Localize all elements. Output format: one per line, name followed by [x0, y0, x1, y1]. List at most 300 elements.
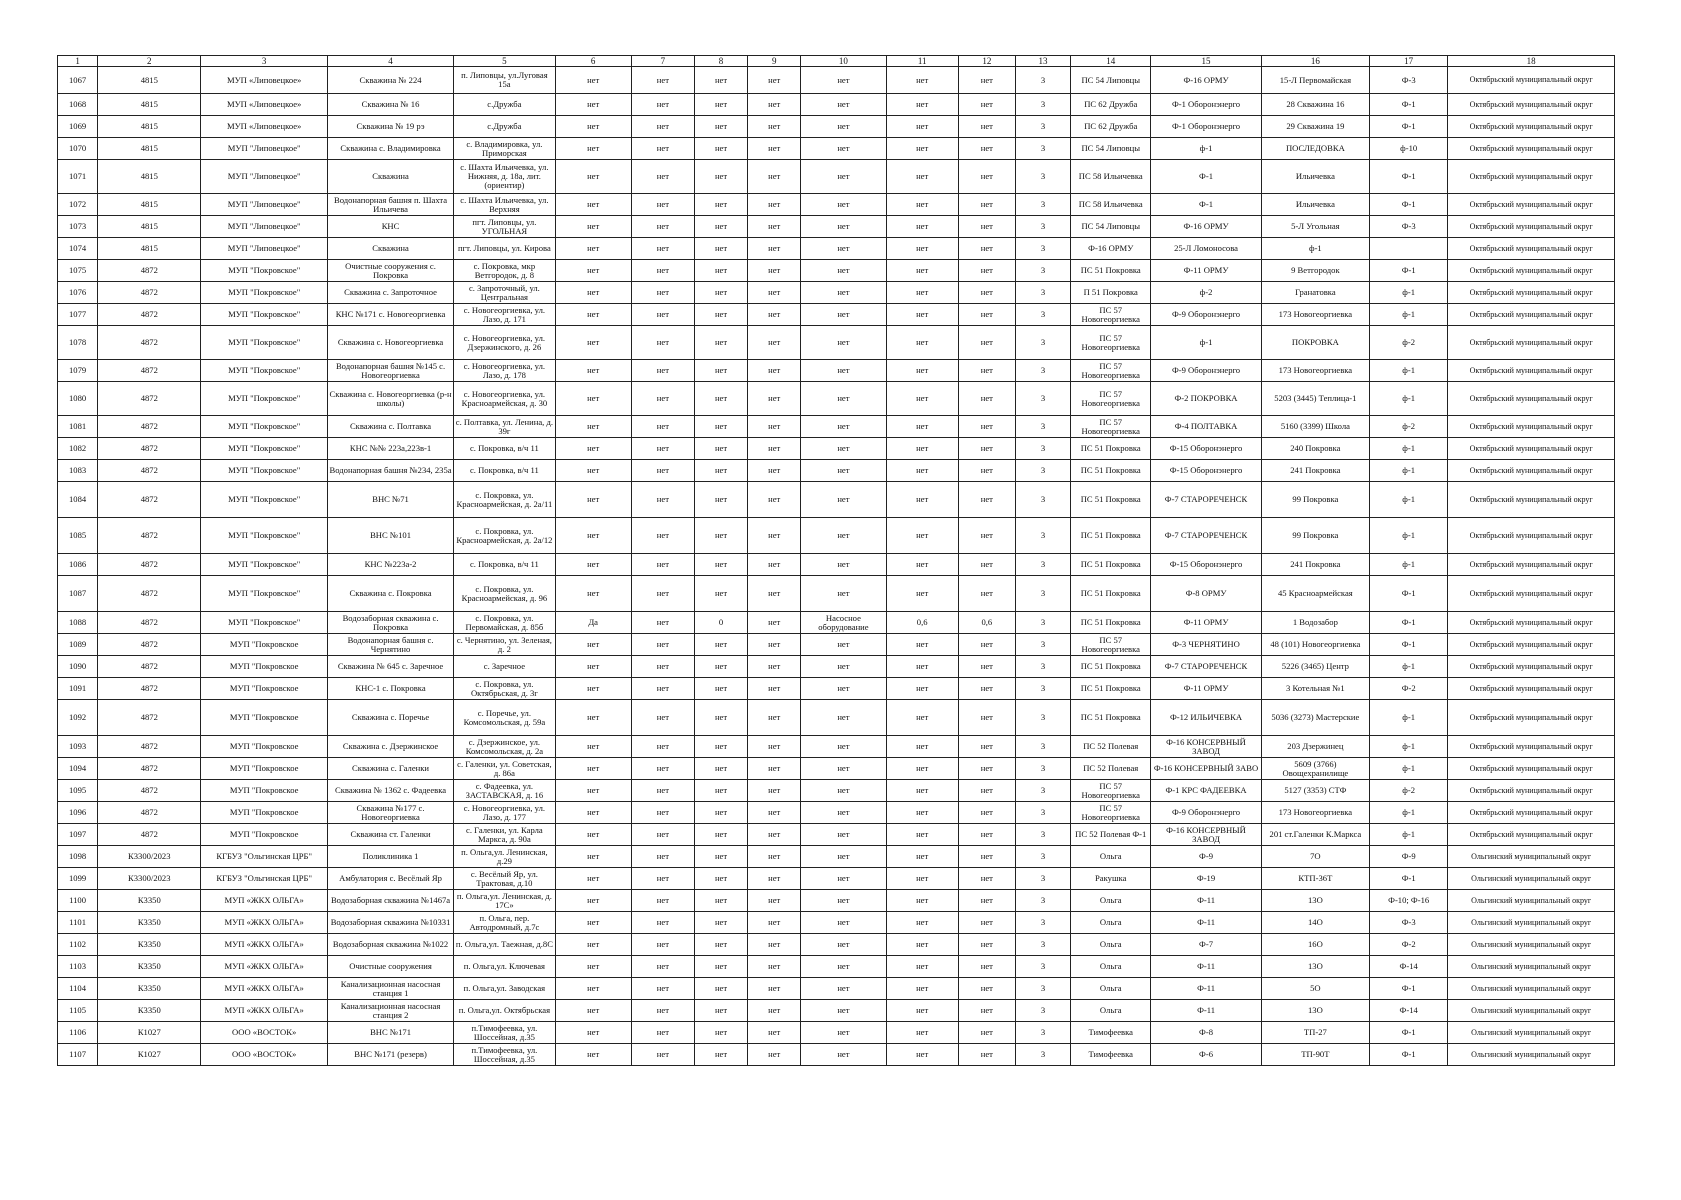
table-cell: Ф-3 — [1370, 67, 1448, 94]
table-cell: Октябрьский муниципальный округ — [1448, 260, 1615, 282]
table-cell: МУП "Липовецкое" — [201, 194, 327, 216]
table-cell: Октябрьский муниципальный округ — [1448, 360, 1615, 382]
table-cell: Ф-16 КОНСЕРВНЫЙ ЗАВОД — [1151, 736, 1261, 758]
table-cell: ПС 57 Новогеоргиевка — [1071, 416, 1151, 438]
table-cell: нет — [886, 382, 958, 416]
table-cell: Ф-9 Оборонэнерго — [1151, 304, 1261, 326]
table-cell: нет — [555, 1000, 631, 1022]
table-cell: нет — [801, 912, 886, 934]
table-cell: Ф-16 КОНСЕРВНЫЙ ЗАВОД — [1151, 824, 1261, 846]
table-cell: 4872 — [98, 482, 201, 518]
table-cell: нет — [886, 700, 958, 736]
column-header: 9 — [748, 56, 801, 67]
table-cell: Ф-15 Оборонэнерго — [1151, 554, 1261, 576]
table-cell: нет — [748, 326, 801, 360]
table-cell: нет — [801, 194, 886, 216]
table-cell: нет — [958, 758, 1015, 780]
column-header: 18 — [1448, 56, 1615, 67]
table-cell: 1071 — [58, 160, 98, 194]
table-cell: 1087 — [58, 576, 98, 612]
table-cell: нет — [631, 138, 694, 160]
table-cell: нет — [958, 634, 1015, 656]
table-cell: нет — [886, 824, 958, 846]
table-cell: ПС 52 Полевая — [1071, 736, 1151, 758]
table-cell: нет — [694, 282, 747, 304]
table-cell: Ф-12 ИЛЬИЧЕВКА — [1151, 700, 1261, 736]
table-cell: Октябрьский муниципальный округ — [1448, 238, 1615, 260]
table-cell: нет — [631, 304, 694, 326]
table-cell: ф-10 — [1370, 138, 1448, 160]
table-cell: нет — [801, 956, 886, 978]
table-cell: нет — [886, 282, 958, 304]
table-cell: ПС 52 Полевая Ф-1 — [1071, 824, 1151, 846]
table-cell: МУП "Покровское — [201, 656, 327, 678]
table-cell: нет — [555, 1044, 631, 1066]
table-cell: нет — [694, 438, 747, 460]
table-cell: нет — [886, 736, 958, 758]
table-cell: 241 Покровка — [1261, 460, 1369, 482]
table-cell: 3 — [1015, 1022, 1070, 1044]
table-cell: нет — [555, 282, 631, 304]
table-cell: 173 Новогеоргиевка — [1261, 304, 1369, 326]
table-cell: Октябрьский муниципальный округ — [1448, 326, 1615, 360]
table-cell: нет — [886, 304, 958, 326]
table-cell: нет — [748, 656, 801, 678]
table-cell: нет — [748, 360, 801, 382]
table-cell: нет — [886, 194, 958, 216]
table-cell: 1079 — [58, 360, 98, 382]
column-header: 2 — [98, 56, 201, 67]
table-cell: МУП «Липовецкое» — [201, 94, 327, 116]
table-cell: 1095 — [58, 780, 98, 802]
table-cell: ф-1 — [1370, 460, 1448, 482]
table-cell: 5609 (3766) Овощехранилище — [1261, 758, 1369, 780]
table-cell: нет — [748, 934, 801, 956]
table-cell: ТП-27 — [1261, 1022, 1369, 1044]
table-cell: КНС №№ 223а,223в-1 — [327, 438, 453, 460]
table-cell: нет — [694, 978, 747, 1000]
table-cell: нет — [886, 780, 958, 802]
table-row — [58, 612, 1615, 634]
table-cell: нет — [801, 94, 886, 116]
table-cell: 5203 (3445) Теплица-1 — [1261, 382, 1369, 416]
table-cell: нет — [631, 460, 694, 482]
table-cell: Ф-1 — [1370, 576, 1448, 612]
table-row — [58, 1000, 1615, 1022]
table-cell: нет — [886, 634, 958, 656]
table-cell: ф-1 — [1370, 360, 1448, 382]
table-cell: Скважина №177 с. Новогеоргиевка — [327, 802, 453, 824]
table-cell: Октябрьский муниципальный округ — [1448, 780, 1615, 802]
table-cell: 1073 — [58, 216, 98, 238]
table-cell: Октябрьский муниципальный округ — [1448, 67, 1615, 94]
table-cell: нет — [555, 868, 631, 890]
table-cell: нет — [748, 94, 801, 116]
table-cell: МУП "Покровское — [201, 736, 327, 758]
table-cell: МУП "Покровское" — [201, 482, 327, 518]
table-cell: нет — [631, 736, 694, 758]
table-row — [58, 824, 1615, 846]
table-cell: нет — [886, 94, 958, 116]
table-cell: Октябрьский муниципальный округ — [1448, 518, 1615, 554]
table-cell: Поликлиника 1 — [327, 846, 453, 868]
table-cell: нет — [748, 890, 801, 912]
table-cell: с. Новогеоргиевка, ул. Лазо, д. 177 — [454, 802, 555, 824]
table-cell: нет — [748, 116, 801, 138]
table-cell: нет — [631, 326, 694, 360]
table-cell: ПОКРОВКА — [1261, 326, 1369, 360]
table-cell: Ольга — [1071, 912, 1151, 934]
table-cell: ф-1 — [1370, 758, 1448, 780]
table-cell: нет — [694, 482, 747, 518]
table-cell: Ольгинский муниципальный округ — [1448, 868, 1615, 890]
table-cell: К1027 — [98, 1022, 201, 1044]
table-cell: 3 — [1015, 634, 1070, 656]
table-cell: нет — [886, 160, 958, 194]
table-cell: нет — [694, 138, 747, 160]
table-cell: Октябрьский муниципальный округ — [1448, 382, 1615, 416]
table-cell: ВНС №71 — [327, 482, 453, 518]
table-cell: 4872 — [98, 700, 201, 736]
data-table — [57, 55, 1615, 1066]
table-cell: ПС 51 Покровка — [1071, 612, 1151, 634]
table-cell: ПС 57 Новогеоргиевка — [1071, 360, 1151, 382]
table-cell: нет — [631, 194, 694, 216]
table-cell: Ольга — [1071, 978, 1151, 1000]
table-cell: МУП "Покровское — [201, 824, 327, 846]
table-cell: Ф-9 — [1151, 846, 1261, 868]
table-cell: Да — [555, 612, 631, 634]
table-cell: нет — [748, 518, 801, 554]
table-cell: Октябрьский муниципальный округ — [1448, 656, 1615, 678]
table-cell: Ольгинский муниципальный округ — [1448, 934, 1615, 956]
table-cell: нет — [801, 360, 886, 382]
table-cell: Ф-1 — [1370, 634, 1448, 656]
table-cell: с. Новогеоргиевка, ул. Красноармейская, д. 30 — [454, 382, 555, 416]
table-cell: Скважина № 224 — [327, 67, 453, 94]
table-cell: с. Весёлый Яр, ул. Трактовая, д.10 — [454, 868, 555, 890]
table-cell: Скважина № 645 с. Заречное — [327, 656, 453, 678]
table-cell: К3300/2023 — [98, 846, 201, 868]
table-cell: Скважина с. Поречье — [327, 700, 453, 736]
table-row — [58, 94, 1615, 116]
table-cell: нет — [958, 116, 1015, 138]
table-cell: К3350 — [98, 978, 201, 1000]
table-cell: с. Покровка, ул. Красноармейская, д. 96 — [454, 576, 555, 612]
table-cell: п. Ольга,ул. Ключевая — [454, 956, 555, 978]
table-cell: Ф-1 — [1370, 260, 1448, 282]
table-cell: нет — [886, 846, 958, 868]
table-cell: с. Новогеоргиевка, ул. Лазо, д. 171 — [454, 304, 555, 326]
table-cell: нет — [958, 780, 1015, 802]
table-cell: 240 Покровка — [1261, 438, 1369, 460]
table-cell: нет — [801, 1044, 886, 1066]
table-cell: Ольгинский муниципальный округ — [1448, 890, 1615, 912]
table-cell: нет — [886, 138, 958, 160]
table-cell: МУП "Покровское — [201, 758, 327, 780]
table-cell: Октябрьский муниципальный округ — [1448, 94, 1615, 116]
table-cell: ПС 51 Покровка — [1071, 700, 1151, 736]
column-header: 10 — [801, 56, 886, 67]
table-cell: нет — [631, 780, 694, 802]
table-row — [58, 554, 1615, 576]
table-cell: ПС 58 Ильичевка — [1071, 194, 1151, 216]
table-cell: нет — [555, 700, 631, 736]
table-cell: нет — [801, 460, 886, 482]
table-row — [58, 890, 1615, 912]
table-cell: нет — [631, 1044, 694, 1066]
table-cell: ф-1 — [1370, 304, 1448, 326]
table-cell: нет — [555, 912, 631, 934]
table-cell: нет — [886, 956, 958, 978]
table-cell: МУП "Покровское" — [201, 576, 327, 612]
table-cell: 1093 — [58, 736, 98, 758]
table-cell: Скважина — [327, 238, 453, 260]
table-cell: нет — [801, 978, 886, 1000]
table-cell: 15-Л Первомайская — [1261, 67, 1369, 94]
table-row — [58, 160, 1615, 194]
table-cell: Ф-2 ПОКРОВКА — [1151, 382, 1261, 416]
table-cell: ПС 58 Ильичевка — [1071, 160, 1151, 194]
table-cell: нет — [555, 956, 631, 978]
table-cell: 5127 (3353) СТФ — [1261, 780, 1369, 802]
table-cell: нет — [958, 868, 1015, 890]
table-cell: 1070 — [58, 138, 98, 160]
table-cell: нет — [886, 912, 958, 934]
table-cell: нет — [886, 678, 958, 700]
table-cell: МУП "Покровское" — [201, 282, 327, 304]
table-cell: нет — [748, 1022, 801, 1044]
table-cell: Октябрьский муниципальный округ — [1448, 612, 1615, 634]
table-row — [58, 956, 1615, 978]
table-cell: ПС 51 Покровка — [1071, 260, 1151, 282]
table-cell: нет — [748, 758, 801, 780]
table-cell: МУП "Покровское" — [201, 518, 327, 554]
table-cell: 4815 — [98, 116, 201, 138]
table-cell: 3 — [1015, 700, 1070, 736]
table-cell: с.Дружба — [454, 94, 555, 116]
column-header: 13 — [1015, 56, 1070, 67]
table-cell: нет — [631, 758, 694, 780]
table-cell: КТП-36Т — [1261, 868, 1369, 890]
table-cell: нет — [748, 238, 801, 260]
table-cell: Ф-11 ОРМУ — [1151, 612, 1261, 634]
table-cell: Октябрьский муниципальный округ — [1448, 482, 1615, 518]
table-cell: Ф-9 — [1370, 846, 1448, 868]
table-cell: нет — [694, 1000, 747, 1022]
table-cell: нет — [631, 700, 694, 736]
table-cell: 4872 — [98, 802, 201, 824]
table-cell: Ф-1 Оборонэнерго — [1151, 94, 1261, 116]
table-row — [58, 116, 1615, 138]
table-cell: ПС 51 Покровка — [1071, 518, 1151, 554]
table-cell: К1027 — [98, 1044, 201, 1066]
table-cell: нет — [694, 116, 747, 138]
table-cell: нет — [631, 416, 694, 438]
table-cell: 4872 — [98, 612, 201, 634]
table-cell: 4815 — [98, 138, 201, 160]
table-cell: Ф-10; Ф-16 — [1370, 890, 1448, 912]
column-header: 3 — [201, 56, 327, 67]
table-cell: 4815 — [98, 67, 201, 94]
table-cell: нет — [886, 890, 958, 912]
table-cell: нет — [631, 656, 694, 678]
table-cell: нет — [631, 1022, 694, 1044]
table-cell: ПС 54 Липовцы — [1071, 67, 1151, 94]
table-row — [58, 868, 1615, 890]
table-cell: 1068 — [58, 94, 98, 116]
table-cell: Ф-15 Оборонэнерго — [1151, 438, 1261, 460]
table-cell: нет — [886, 360, 958, 382]
table-cell: Ольгинский муниципальный округ — [1448, 1000, 1615, 1022]
table-cell: нет — [748, 67, 801, 94]
table-cell: 1088 — [58, 612, 98, 634]
table-cell: Ольгинский муниципальный округ — [1448, 846, 1615, 868]
table-cell: п. Ольга,ул. Октябрьская — [454, 1000, 555, 1022]
table-cell: с. Покровка, в/ч 11 — [454, 438, 555, 460]
table-cell: с. Покровка, ул. Красноармейская, д. 2а/11 — [454, 482, 555, 518]
table-cell: нет — [801, 824, 886, 846]
table-cell: КГБУЗ "Ольгинская ЦРБ" — [201, 846, 327, 868]
table-cell: МУП "Покровское — [201, 700, 327, 736]
table-cell: 3 — [1015, 1000, 1070, 1022]
table-cell: нет — [555, 678, 631, 700]
table-cell: МУП "Липовецкое" — [201, 216, 327, 238]
table-cell: 1090 — [58, 656, 98, 678]
table-cell: нет — [958, 438, 1015, 460]
table-cell: нет — [958, 978, 1015, 1000]
table-cell: ПС 51 Покровка — [1071, 678, 1151, 700]
table-cell: 1099 — [58, 868, 98, 890]
table-row — [58, 304, 1615, 326]
table-cell: 1080 — [58, 382, 98, 416]
table-cell: ф-2 — [1151, 282, 1261, 304]
table-cell: 3 — [1015, 304, 1070, 326]
table-cell: нет — [748, 678, 801, 700]
table-row — [58, 780, 1615, 802]
table-cell: нет — [801, 282, 886, 304]
table-cell: нет — [694, 736, 747, 758]
column-header: 15 — [1151, 56, 1261, 67]
table-cell: Водозаборная скважина №10331 — [327, 912, 453, 934]
column-header: 17 — [1370, 56, 1448, 67]
table-cell: ф-1 — [1370, 554, 1448, 576]
table-cell: Ф-11 — [1151, 956, 1261, 978]
table-row — [58, 700, 1615, 736]
table-cell: МУП "Покровское" — [201, 304, 327, 326]
table-cell: 1098 — [58, 846, 98, 868]
table-cell: с. Новогеоргиевка, ул. Лазо, д. 178 — [454, 360, 555, 382]
table-cell: нет — [801, 416, 886, 438]
table-cell: нет — [631, 438, 694, 460]
table-cell: нет — [694, 700, 747, 736]
table-cell: ВНС №171 (резерв) — [327, 1044, 453, 1066]
table-cell: МУП «Липовецкое» — [201, 67, 327, 94]
table-cell: нет — [555, 382, 631, 416]
table-cell: нет — [958, 138, 1015, 160]
table-cell: нет — [748, 194, 801, 216]
table-cell: Ф-9 Оборонэнерго — [1151, 360, 1261, 382]
table-cell: нет — [958, 656, 1015, 678]
table-cell: нет — [555, 554, 631, 576]
table-cell: нет — [631, 216, 694, 238]
table-cell: нет — [958, 1022, 1015, 1044]
table-cell: нет — [748, 554, 801, 576]
table-cell: 48 (101) Новогеоргиевка — [1261, 634, 1369, 656]
table-cell: нет — [694, 912, 747, 934]
table-cell: Ф-11 ОРМУ — [1151, 678, 1261, 700]
table-cell: с. Галенки, ул. Карла Маркса, д. 90а — [454, 824, 555, 846]
table-cell: Ольгинский муниципальный округ — [1448, 912, 1615, 934]
table-cell: нет — [958, 678, 1015, 700]
table-cell: МУП "Покровское" — [201, 612, 327, 634]
table-cell: МУП "Покровское — [201, 802, 327, 824]
table-cell: нет — [694, 326, 747, 360]
table-cell: нет — [886, 656, 958, 678]
table-cell: Скважина — [327, 160, 453, 194]
table-cell: ф-1 — [1370, 382, 1448, 416]
table-cell: 4872 — [98, 554, 201, 576]
table-cell: 1 Водозабор — [1261, 612, 1369, 634]
table-cell: нет — [958, 554, 1015, 576]
table-cell: нет — [958, 382, 1015, 416]
table-cell: 4872 — [98, 576, 201, 612]
table-cell: нет — [555, 978, 631, 1000]
table-cell: нет — [801, 576, 886, 612]
table-cell: нет — [694, 780, 747, 802]
table-cell: 0,6 — [958, 612, 1015, 634]
table-cell: 3 — [1015, 326, 1070, 360]
table-cell: нет — [801, 656, 886, 678]
table-cell: нет — [748, 824, 801, 846]
table-cell: МУП «ЖКХ ОЛЬГА» — [201, 890, 327, 912]
table-cell: Ильичевка — [1261, 194, 1369, 216]
table-cell: нет — [748, 438, 801, 460]
table-cell: МУП "Липовецкое" — [201, 138, 327, 160]
table-cell: 13О — [1261, 1000, 1369, 1022]
table-cell: нет — [631, 802, 694, 824]
table-cell: Канализационная насосная станция 1 — [327, 978, 453, 1000]
table-cell: 1081 — [58, 416, 98, 438]
table-cell: нет — [801, 846, 886, 868]
table-cell: нет — [631, 678, 694, 700]
table-cell: нет — [958, 94, 1015, 116]
table-row — [58, 216, 1615, 238]
table-cell: Ф-11 — [1151, 1000, 1261, 1022]
table-cell: МУП "Покровское" — [201, 326, 327, 360]
table-cell: Ф-16 ОРМУ — [1071, 238, 1151, 260]
table-cell: 1107 — [58, 1044, 98, 1066]
table-cell: 4872 — [98, 304, 201, 326]
table-cell: 3 — [1015, 216, 1070, 238]
table-cell: 3 — [1015, 612, 1070, 634]
table-cell: нет — [555, 518, 631, 554]
table-cell: нет — [694, 656, 747, 678]
table-cell: 173 Новогеоргиевка — [1261, 360, 1369, 382]
table-cell: Ф-16 ОРМУ — [1151, 216, 1261, 238]
table-cell: ф-2 — [1370, 780, 1448, 802]
table-cell: п. Ольга,ул. Заводская — [454, 978, 555, 1000]
table-cell: 3 — [1015, 956, 1070, 978]
table-cell: 4815 — [98, 216, 201, 238]
table-cell: с. Дзержинское, ул. Комсомольская, д. 2а — [454, 736, 555, 758]
table-cell: 1097 — [58, 824, 98, 846]
table-cell: нет — [694, 94, 747, 116]
table-cell: нет — [801, 868, 886, 890]
column-header: 12 — [958, 56, 1015, 67]
table-cell: нет — [631, 282, 694, 304]
table-cell: Ф-11 — [1151, 978, 1261, 1000]
